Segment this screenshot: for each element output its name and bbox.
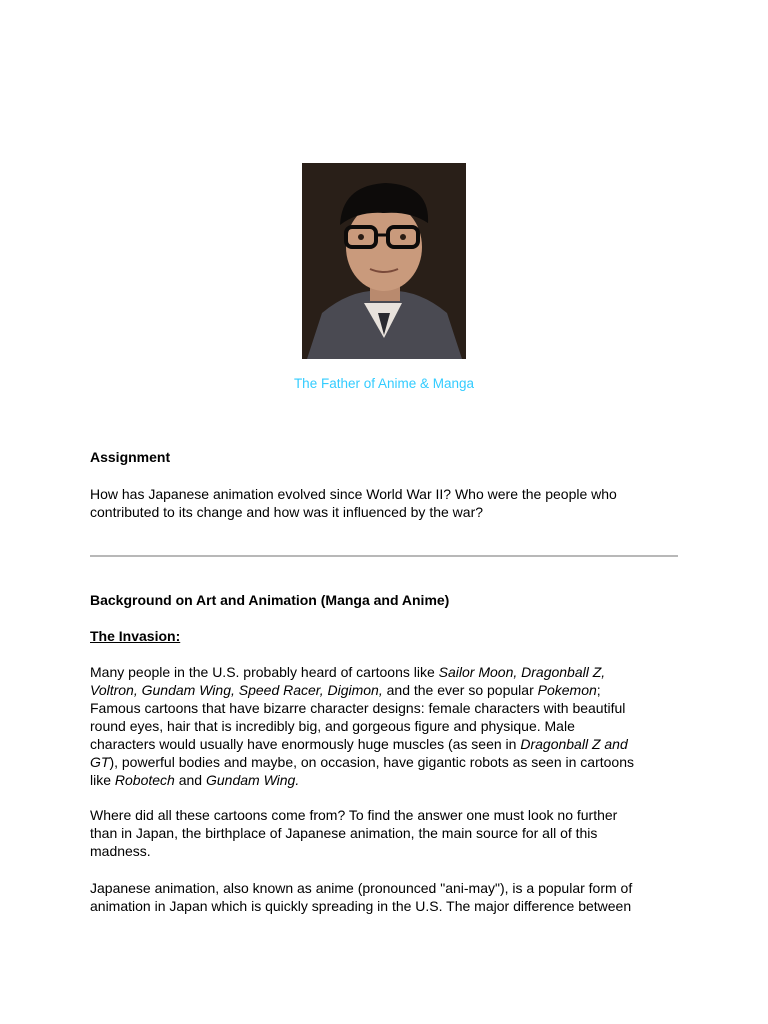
background-heading: Background on Art and Animation (Manga and Anime) [90, 592, 450, 608]
text-line: madness. [90, 843, 151, 859]
assignment-heading: Assignment [90, 449, 171, 465]
paragraph-origin [90, 806, 690, 860]
text-line: animation in Japan which is quickly spreading in the U.S. The major difference between [90, 898, 632, 914]
text-line: Where did all these cartoons come from? To find the answer one must look no further [90, 807, 618, 823]
text-line: Voltron, Gundam Wing, Speed Racer, Digimon, and the ever so popular Pokemon; [90, 682, 601, 698]
portrait-photo [302, 163, 466, 359]
text-line: than in Japan, the birthplace of Japanese animation, the main source for all of this [90, 825, 598, 841]
photo-caption: The Father of Anime & Manga [293, 376, 475, 391]
text-line: contributed to its change and how was it influenced by the war? [90, 504, 484, 520]
text-line: Japanese animation, also known as anime (pronounced "ani-may"), is a popular form of [90, 880, 633, 896]
assignment-text [90, 485, 690, 521]
text-line: How has Japanese animation evolved since World War II? Who were the people who [90, 486, 617, 502]
text-line: Famous cartoons that have bizarre character designs: female characters with beautiful [90, 700, 626, 716]
text-line: Many people in the U.S. probably heard of cartoons like Sailor Moon, Dragonball Z, [90, 664, 606, 680]
invasion-heading: The Invasion: [90, 628, 181, 644]
paragraph-anime-definition [90, 879, 690, 915]
text-line: round eyes, hair that is incredibly big, and gorgeous figure and physique. Male [90, 718, 575, 734]
paragraph-invasion [90, 663, 690, 789]
text-line: GT), powerful bodies and maybe, on occasion, have gigantic robots as seen in cartoons [90, 754, 634, 770]
text-line: characters would usually have enormously huge muscles (as seen in Dragonball Z and [90, 736, 628, 752]
horizontal-divider [90, 555, 678, 557]
text-line: like Robotech and Gundam Wing. [90, 772, 300, 788]
